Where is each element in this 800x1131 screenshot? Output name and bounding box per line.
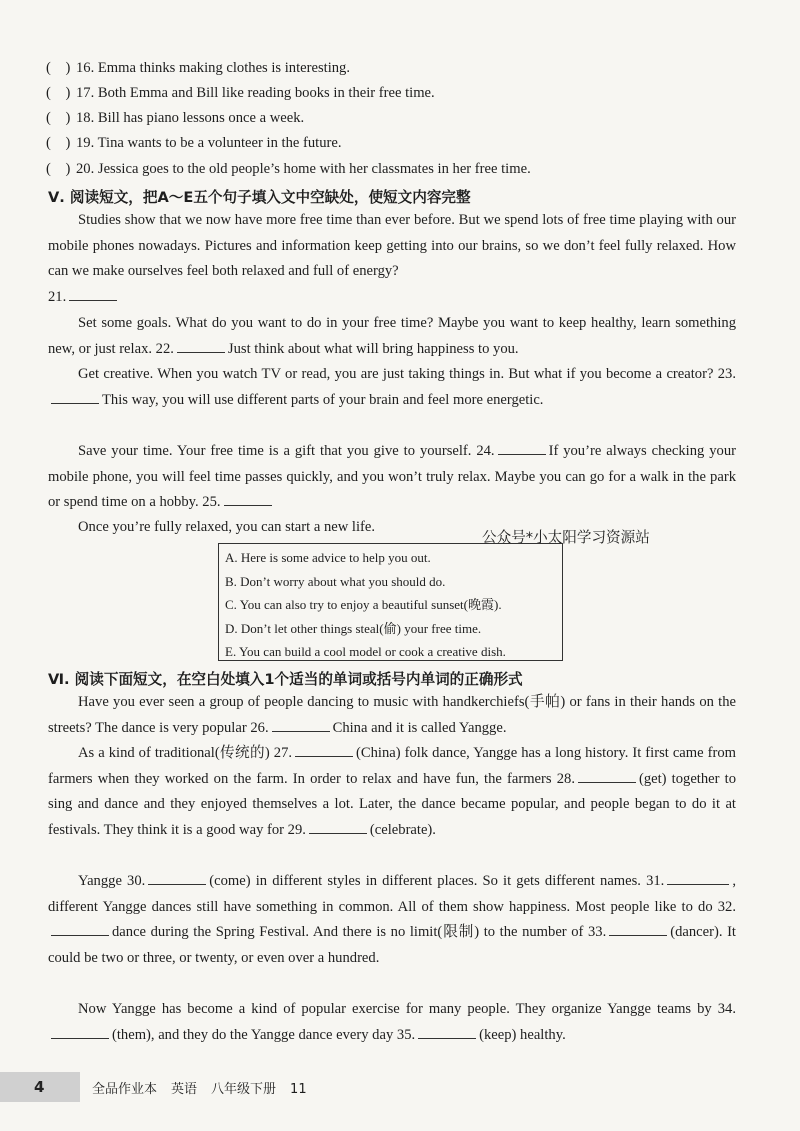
page-footer <box>0 1072 800 1102</box>
option-a: A. Here is some advice to help you out. <box>225 550 431 565</box>
answer-bracket[interactable]: ( ) <box>46 60 71 76</box>
section-5-paragraph-3: Get creative. When you watch TV or read, you are just taking things in. But what if you become a creator? 23.This way, you will use different parts of your brain and feel more energetic. <box>48 362 736 413</box>
blank-24[interactable] <box>498 440 546 455</box>
tf-item: ( ) 19. Tina wants to be a volunteer in the future. <box>46 135 342 151</box>
option-b: B. Don’t worry about what you should do. <box>225 573 446 589</box>
section-6-title: Ⅵ. 阅读下面短文，在空白处填入1个适当的单词或括号内单词的正确形式 <box>48 671 523 688</box>
option-e: E. You can build a cool model or cook a creative dish. <box>225 644 506 660</box>
blank-25[interactable] <box>224 491 272 506</box>
section-6-paragraph-3: Yangge 30. (come) in different styles in different places. So it gets different names. 31. , different Yangge dances still have something in common. All of them show happiness. Most people like to do 32.dance during the Spring Festival. And there is no limit(限制) to the number of 33. (dancer). It could be two or three, or twenty, or even over a hundred. <box>48 869 736 971</box>
subject: 英语 <box>171 1082 198 1097</box>
grade: 八年级下册 <box>211 1082 277 1097</box>
watermark: 公众号*小太阳学习资源站 <box>482 529 650 546</box>
book-title <box>92 1078 321 1097</box>
book-name: 全品作业本 <box>92 1082 158 1097</box>
blank-27[interactable] <box>295 742 353 757</box>
answer-bracket[interactable]: ( ) <box>46 161 71 177</box>
blank-21[interactable] <box>69 286 117 301</box>
blank-29[interactable] <box>309 819 367 834</box>
blank-26[interactable] <box>272 717 330 732</box>
section-6-paragraph-2: As a kind of traditional(传统的) 27. (China) folk dance, Yangge has a long history. It first came from farmers when they worked on the farm. In order to relax and have fun, the farmers 28. (get) together to sing and dance and they enjoyed themselves a lot. Later, the dance became popular, and people began to do it at festivals. They think it is a good way for 29. (celebrate). <box>48 741 736 843</box>
section-5-title: Ⅴ. 阅读短文，把A～E五个句子填入文中空缺处，使短文内容完整 <box>48 189 471 206</box>
blank-35[interactable] <box>418 1024 476 1039</box>
tf-item: ( ) 16. Emma thinks making clothes is interesting. <box>46 60 351 76</box>
section-5-paragraph-4: Save your time. Your free time is a gift that you give to yourself. 24. If you’re always checking your mobile phone, you will feel time passes quickly, and you won’t truly relax. Maybe you can go for a walk in the park or spend time on a hobby. 25. <box>48 439 736 516</box>
blank-23[interactable] <box>51 389 99 404</box>
blank-28[interactable] <box>578 768 636 783</box>
blank-30[interactable] <box>148 870 206 885</box>
options-box <box>218 543 563 661</box>
section-5-paragraph-2: Set some goals. What do you want to do in your free time? Maybe you want to keep healthy, learn something new, or just relax. 22. Just think about what will bring happiness to you. <box>48 315 736 357</box>
answer-line-21: 21. <box>48 285 736 311</box>
blank-31[interactable] <box>667 870 729 885</box>
answer-bracket[interactable]: ( ) <box>46 135 71 151</box>
tf-item: ( ) 17. Both Emma and Bill like reading books in their free time. <box>46 85 435 101</box>
section-6-paragraph-4: Now Yangge has become a kind of popular exercise for many people. They organize Yangge teams by 34.(them), and they do the Yangge dance every day 35. (keep) healthy. <box>48 997 736 1048</box>
option-c: C. You can also try to enjoy a beautiful sunset(晚霞). <box>225 597 502 613</box>
blank-32[interactable] <box>51 921 109 936</box>
unit-number: 11 <box>290 1082 307 1097</box>
blank-33[interactable] <box>609 921 667 936</box>
option-d: D. Don’t let other things steal(偷) your free time. <box>225 620 482 636</box>
page-number: 4 <box>0 1072 80 1102</box>
answer-bracket[interactable]: ( ) <box>46 85 71 101</box>
section-6-paragraph-1: Have you ever seen a group of people dancing to music with handkerchiefs(手帕) or fans in their hands on the streets? The dance is very popular 26. China and it is called Yangge. <box>48 694 736 736</box>
tf-item: ( ) 18. Bill has piano lessons once a week. <box>46 110 305 126</box>
section-5-paragraph-1: Studies show that we now have more free time than ever before. But we spend lots of free time playing with our mobile phones nowadays. Pictures and information keep getting into our brains, so we don’t feel fully relaxed. How can we make ourselves feel both relaxed and full of energy? <box>48 212 736 280</box>
answer-bracket[interactable]: ( ) <box>46 110 71 126</box>
tf-item: ( ) 20. Jessica goes to the old people’s home with her classmates in her free time. <box>46 161 531 177</box>
blank-22[interactable] <box>177 338 225 353</box>
section-5-paragraph-5: Once you’re fully relaxed, you can start a new life. <box>78 519 376 535</box>
blank-34[interactable] <box>51 1024 109 1039</box>
